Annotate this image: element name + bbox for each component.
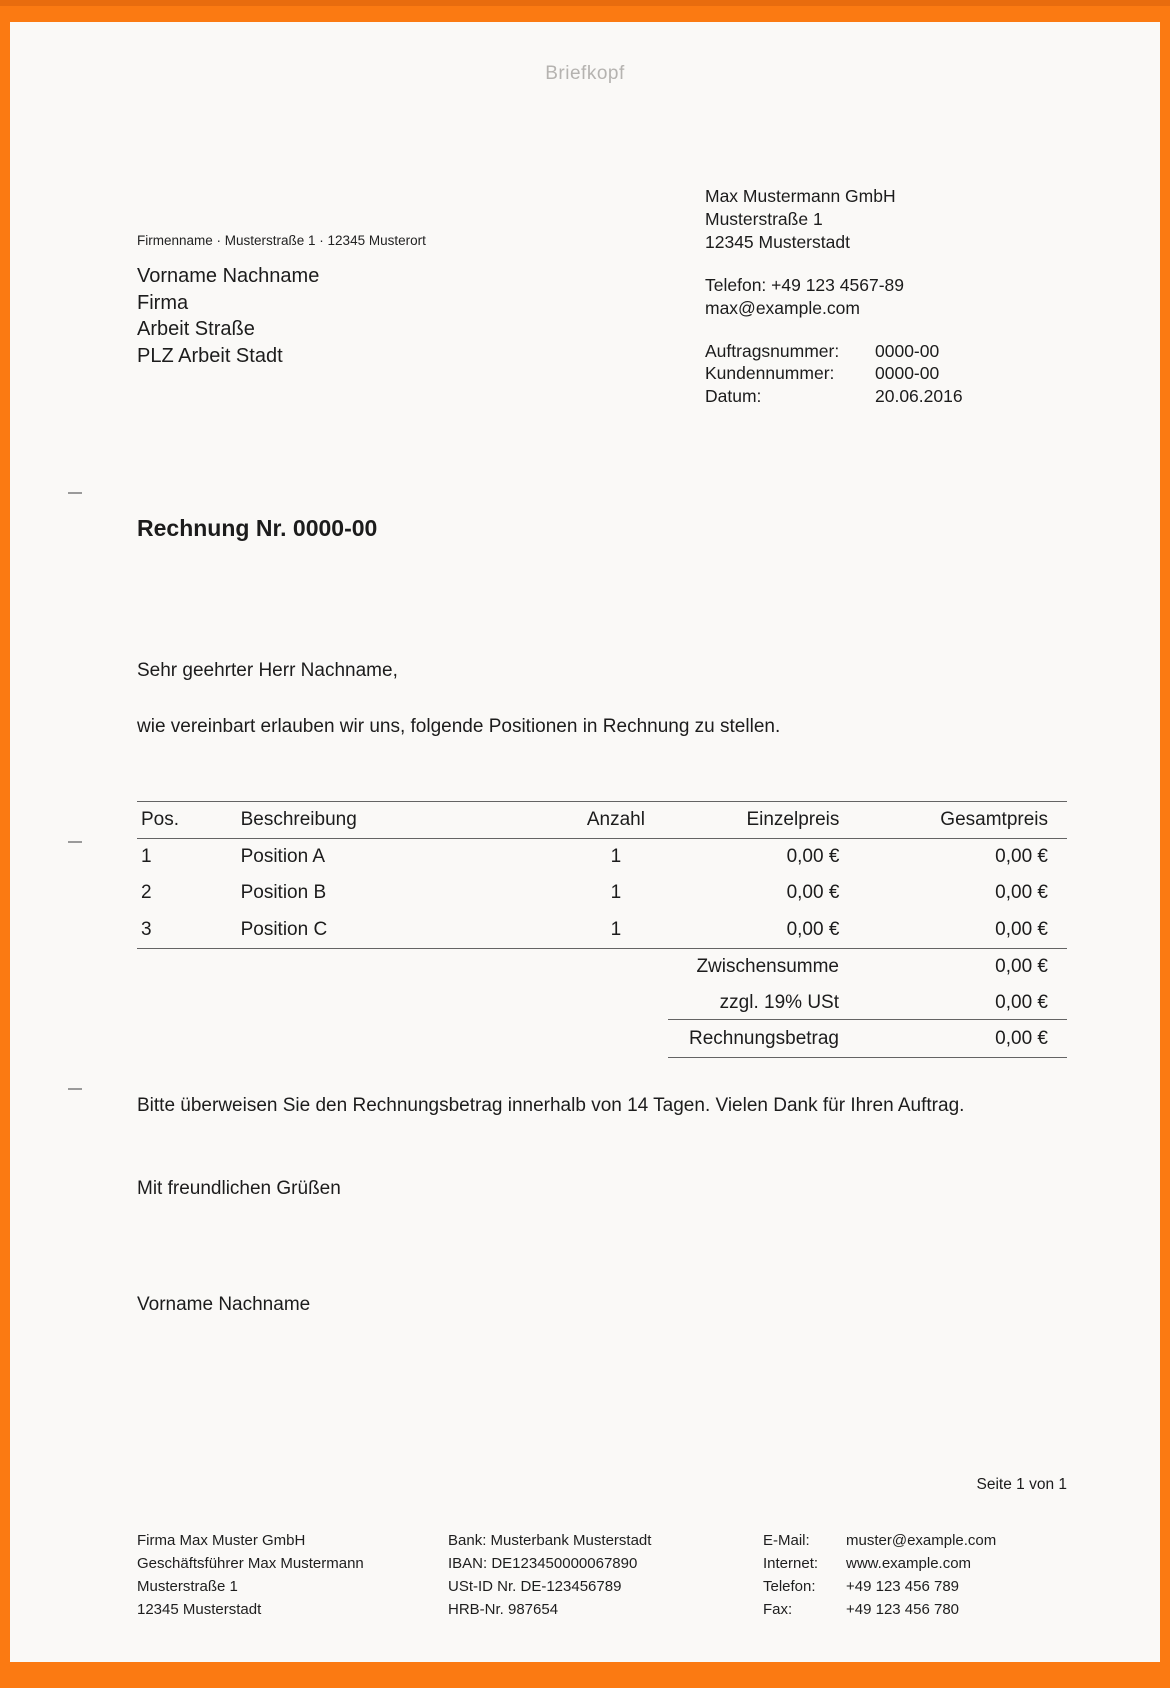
totals-row-vat bbox=[668, 986, 1067, 1020]
col-header-total-price: Gesamtpreis bbox=[839, 802, 1067, 839]
row2-pos: 2 bbox=[141, 882, 152, 904]
footer-company-city: 12345 Musterstadt bbox=[137, 1601, 262, 1618]
footer-company-column bbox=[137, 1529, 364, 1621]
closing-regards: Mit freundlichen Grüßen bbox=[137, 1178, 341, 1199]
intro-sentence: wie vereinbart erlauben wir uns, folgende Positionen in Rechnung zu stellen. bbox=[137, 716, 781, 737]
row1-total-price: 0,00 € bbox=[995, 846, 1048, 868]
subtotal-label: Zwischensumme bbox=[696, 956, 839, 977]
salutation: Sehr geehrter Herr Nachname, bbox=[137, 660, 398, 681]
company-email: max@example.com bbox=[705, 298, 860, 318]
footer-fax-value: +49 123 456 780 bbox=[846, 1601, 960, 1618]
date-label: Datum: bbox=[705, 385, 762, 406]
row1-pos: 1 bbox=[141, 846, 152, 868]
footer-managing-director: Geschäftsführer Max Mustermann bbox=[137, 1555, 364, 1572]
grand-total-label: Rechnungsbetrag bbox=[689, 1027, 839, 1049]
invoice-meta-block bbox=[705, 340, 963, 407]
footer-company-name: Firma Max Muster GmbH bbox=[137, 1532, 306, 1549]
totals-row-grand-total bbox=[668, 1020, 1067, 1058]
order-number-label: Auftragsnummer: bbox=[705, 341, 840, 361]
customer-number-label: Kundennummer: bbox=[705, 363, 835, 384]
row3-description: Position C bbox=[233, 912, 558, 949]
footer-iban: IBAN: DE123450000067890 bbox=[448, 1555, 638, 1572]
table-row-3 bbox=[137, 912, 1067, 949]
footer-phone-value: +49 123 456 789 bbox=[846, 1578, 960, 1595]
row2-total-price: 0,00 € bbox=[995, 882, 1048, 904]
footer-phone-row bbox=[763, 1575, 996, 1598]
col-header-quantity: Anzahl bbox=[558, 802, 674, 839]
footer-company-street: Musterstraße 1 bbox=[137, 1578, 238, 1595]
signature-name: Vorname Nachname bbox=[137, 1294, 311, 1315]
payment-note: Bitte überweisen Sie den Rechnungsbetrag innerhalb von 14 Tagen. Vielen Dank für Ihren Auftrag. bbox=[137, 1095, 965, 1116]
meta-row-customer-number bbox=[705, 362, 963, 384]
footer-internet-row bbox=[763, 1552, 996, 1575]
grand-total-value: 0,00 € bbox=[995, 1027, 1048, 1049]
company-phone: Telefon: +49 123 4567-89 bbox=[705, 275, 904, 295]
company-city: 12345 Musterstadt bbox=[705, 232, 850, 252]
footer-email-value: muster@example.com bbox=[846, 1532, 997, 1549]
recipient-city: PLZ Arbeit Stadt bbox=[137, 344, 283, 367]
footer-email-row bbox=[763, 1529, 996, 1552]
row2-description: Position B bbox=[240, 882, 327, 904]
recipient-address-block bbox=[137, 263, 319, 369]
vat-label: zzgl. 19% USt bbox=[719, 991, 839, 1013]
row3-total-price: 0,00 € bbox=[839, 912, 1067, 949]
row1-unit-price: 0,00 € bbox=[786, 846, 840, 868]
row2-quantity: 1 bbox=[610, 882, 622, 904]
page-indicator: Seite 1 von 1 bbox=[976, 1476, 1067, 1493]
footer-hrb: HRB-Nr. 987654 bbox=[448, 1601, 559, 1618]
totals-row-subtotal bbox=[668, 948, 1067, 986]
positions-table bbox=[137, 801, 1067, 949]
recipient-street: Arbeit Straße bbox=[137, 318, 255, 340]
row3-unit-price: 0,00 € bbox=[674, 912, 839, 949]
fold-mark-top bbox=[68, 492, 82, 494]
table-row-1 bbox=[137, 839, 1067, 876]
return-address-line: Firmenname · Musterstraße 1 · 12345 Musterort bbox=[137, 233, 426, 248]
row3-pos: 3 bbox=[137, 912, 233, 949]
meta-row-order-number bbox=[705, 340, 963, 362]
punch-mark-center bbox=[68, 841, 82, 843]
footer-bank: Bank: Musterbank Musterstadt bbox=[448, 1532, 652, 1549]
col-header-pos: Pos. bbox=[137, 802, 233, 839]
vat-value: 0,00 € bbox=[995, 991, 1048, 1013]
footer-internet-label: Internet: bbox=[763, 1555, 819, 1572]
company-name: Max Mustermann GmbH bbox=[705, 186, 896, 206]
col-header-description: Beschreibung bbox=[233, 802, 558, 839]
table-row-2 bbox=[137, 875, 1067, 912]
company-street: Musterstraße 1 bbox=[705, 209, 823, 229]
subtotal-value: 0,00 € bbox=[995, 956, 1048, 977]
footer-fax-label: Fax: bbox=[763, 1601, 793, 1618]
row1-quantity: 1 bbox=[610, 846, 622, 868]
letterhead-watermark: Briefkopf bbox=[545, 63, 625, 84]
footer-email-label: E-Mail: bbox=[763, 1532, 810, 1549]
footer-phone-label: Telefon: bbox=[763, 1578, 816, 1595]
company-address-block bbox=[705, 185, 896, 254]
customer-number-value: 0000-00 bbox=[875, 363, 940, 384]
row2-unit-price: 0,00 € bbox=[786, 882, 840, 904]
footer-fax-row bbox=[763, 1598, 996, 1621]
company-contact-block bbox=[705, 274, 904, 320]
col-header-unit-price: Einzelpreis bbox=[674, 802, 839, 839]
row1-description: Position A bbox=[240, 846, 326, 868]
date-value: 20.06.2016 bbox=[875, 385, 963, 406]
footer-contact-column bbox=[763, 1529, 996, 1621]
fold-mark-bottom bbox=[68, 1088, 82, 1090]
table-header-row bbox=[137, 802, 1067, 839]
recipient-name: Vorname Nachname bbox=[137, 265, 320, 287]
order-number-value: 0000-00 bbox=[875, 341, 940, 361]
row3-quantity: 1 bbox=[558, 912, 674, 949]
recipient-company: Firma bbox=[137, 291, 189, 314]
totals-section bbox=[668, 948, 1067, 1058]
footer-vat-id: USt-ID Nr. DE-123456789 bbox=[448, 1578, 622, 1595]
meta-row-date bbox=[705, 385, 963, 407]
footer-bank-column bbox=[448, 1529, 651, 1621]
invoice-subject-heading: Rechnung Nr. 0000-00 bbox=[137, 515, 378, 541]
footer-internet-value: www.example.com bbox=[846, 1555, 972, 1572]
